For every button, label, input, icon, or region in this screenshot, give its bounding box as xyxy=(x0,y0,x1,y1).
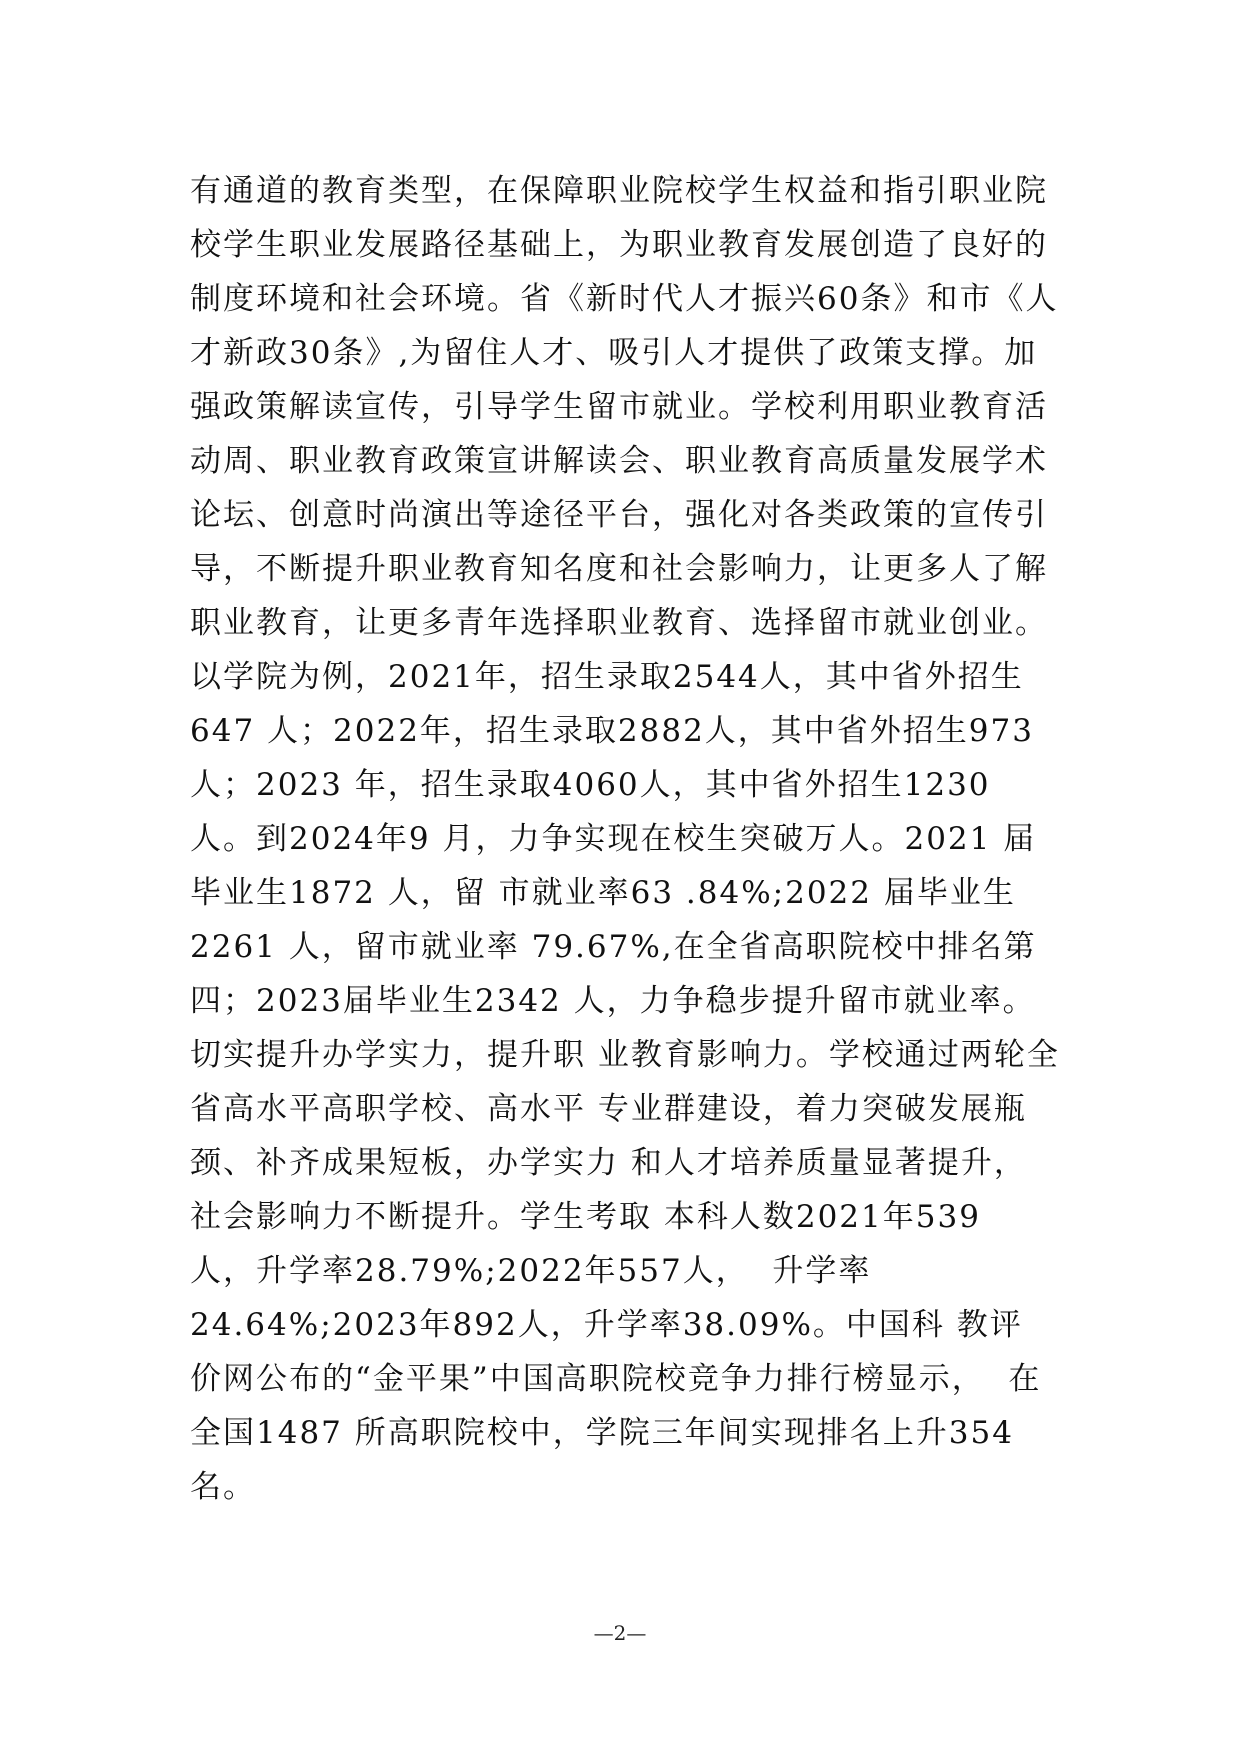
text-line: 以学院为例，2021年，招生录取2544人，其中省外招生 xyxy=(190,659,1024,695)
text-line: 制度环境和社会环境。省《新时代人才振兴60条》和市《人 xyxy=(190,281,1059,317)
text-line: 社会影响力不断提升。学生考取 本科人数2021年539 xyxy=(190,1199,981,1235)
text-line: 人；2023 年，招生录取4060人，其中省外招生1230 xyxy=(190,767,991,803)
text-line: 647 人；2022年，招生录取2882人，其中省外招生973 xyxy=(190,713,1034,749)
text-line: 人，升学率28.79%;2022年557人， 升学率 xyxy=(190,1253,872,1289)
text-line: 颈、补齐成果短板，办学实力 和人才培养质量显著提升， xyxy=(190,1145,1027,1181)
text-line: 动周、职业教育政策宣讲解读会、职业教育高质量发展学术 xyxy=(190,443,1048,479)
text-line: 论坛、创意时尚演出等途径平台，强化对各类政策的宣传引 xyxy=(190,497,1048,533)
page-number: —2— xyxy=(593,1621,647,1645)
text-line: 职业教育，让更多青年选择职业教育、选择留市就业创业。 xyxy=(190,605,1048,641)
text-line: 2261 人，留市就业率 79.67%,在全省高职院校中排名第 xyxy=(190,929,1037,965)
text-line: 名。 xyxy=(190,1469,256,1505)
text-line: 全国1487 所高职院校中，学院三年间实现排名上升354 xyxy=(190,1415,1014,1451)
text-line: 四；2023届毕业生2342 人，力争稳步提升留市就业率。 xyxy=(190,983,1036,1019)
text-line: 24.64%;2023年892人，升学率38.09%。中国科 教评 xyxy=(190,1307,1023,1343)
text-line: 人。到2024年9 月，力争实现在校生突破万人。2021 届 xyxy=(190,821,1037,857)
body-text xyxy=(190,164,1070,1514)
text-line: 强政策解读宣传，引导学生留市就业。学校利用职业教育活 xyxy=(190,389,1048,425)
text-line: 校学生职业发展路径基础上，为职业教育发展创造了良好的 xyxy=(190,227,1048,263)
text-line: 有通道的教育类型，在保障职业院校学生权益和指引职业院 xyxy=(190,173,1048,209)
text-line: 省高水平高职学校、高水平 专业群建设，着力突破发展瓶 xyxy=(190,1091,1027,1127)
text-line: 价网公布的“金平果”中国高职院校竞争力排行榜显示， 在 xyxy=(190,1361,1042,1397)
text-line: 切实提升办学实力，提升职 业教育影响力。学校通过两轮全 xyxy=(190,1037,1060,1073)
text-line: 导，不断提升职业教育知名度和社会影响力，让更多人了解 xyxy=(190,551,1048,587)
text-line: 毕业生1872 人，留 市就业率63 .84%;2022 届毕业生 xyxy=(190,875,1016,911)
text-line: 才新政30条》,为留住人才、吸引人才提供了政策支撑。加 xyxy=(190,335,1038,371)
